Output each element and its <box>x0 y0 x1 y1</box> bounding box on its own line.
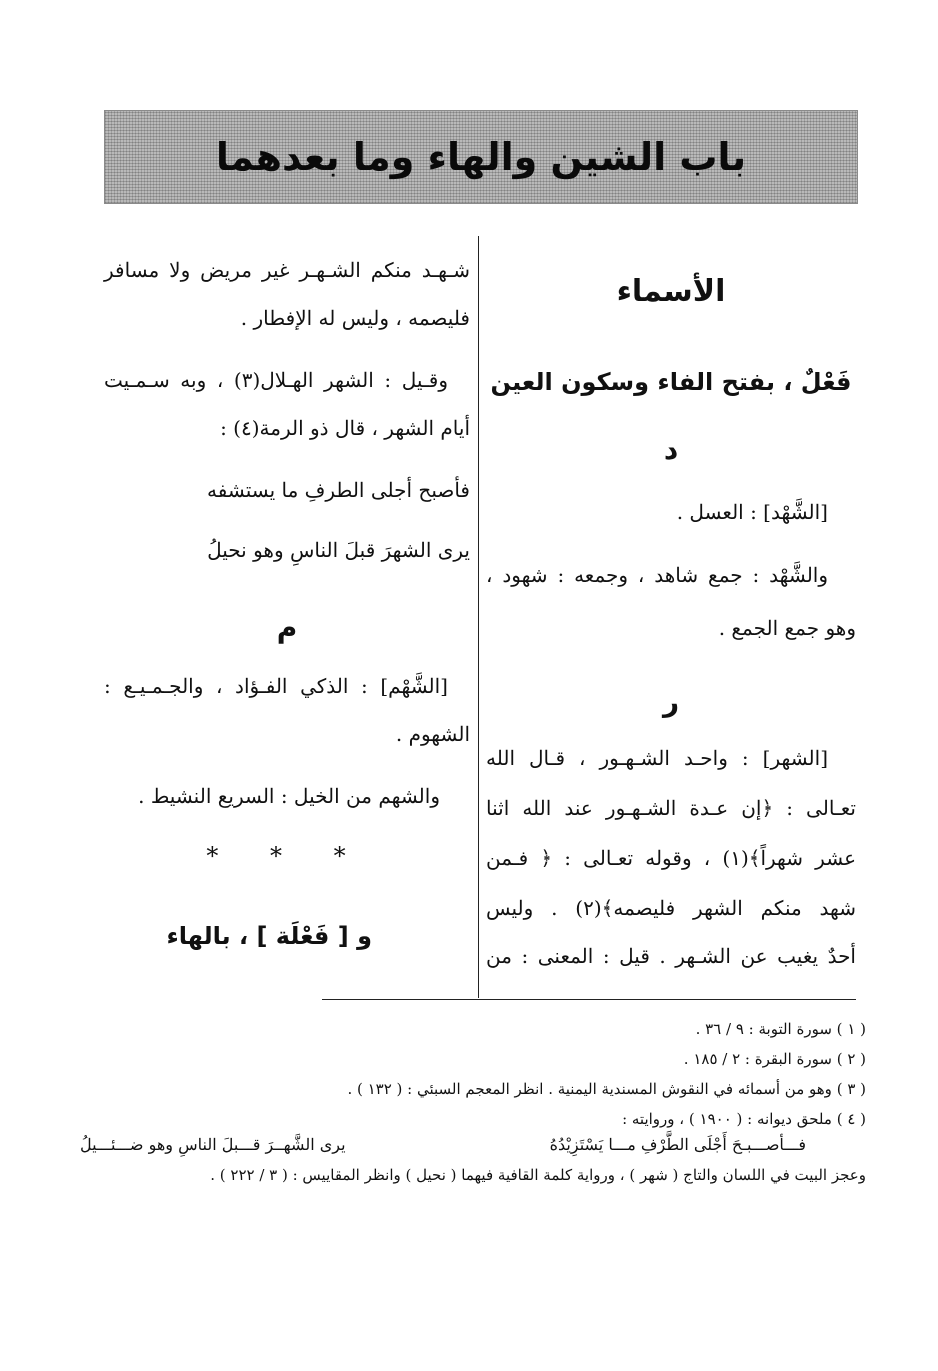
verse-second-hemistich: يرى الشَّهــرَ قـــبلَ الناسِ وهو ضـــئـــيلُ <box>80 1135 346 1154</box>
entry-line: أحدٌ يغيب عن الشـهر . قيل : المعنى : من <box>486 944 856 968</box>
entry-line: الشهوم . <box>395 722 470 746</box>
letter-heading-m: م <box>276 611 298 644</box>
section-heading: الأسماء <box>616 274 726 309</box>
verse-first-hemistich: فـــأصـــبـحَ أَجْلَى الطَّرْفِ مـــا يَسْتَزِيْدُهُ <box>549 1135 806 1154</box>
section-title: و [ فَعْلَة ] ، بالهاء <box>166 922 372 950</box>
entry-line: فليصمه ، وليس له الإفطار . <box>240 306 470 330</box>
footnote: وعجز البيت في اللسان والتاج ( شهر ) ، ورواية كلمة القافية فيهما ( نحيل ) وانظر المقاييس : ( ٣ / ٢٢٢ ) . <box>210 1166 866 1184</box>
right-column <box>486 236 856 996</box>
entry-line: أيام الشهر ، قال ذو الرمة(٤) : <box>220 416 470 440</box>
letter-heading-r: ر <box>662 685 680 718</box>
section-separator: * * * <box>206 842 368 870</box>
footnote-verse <box>80 1134 806 1156</box>
footnote: ( ٣ ) وهو من أسمائه في النقوش المسندية اليمنية . انظر المعجم السبئي : ( ١٣٢ ) . <box>347 1080 866 1098</box>
entry-line: وقـيل : الشهر الهـلال(٣) ، وبه سـمـيت <box>104 368 448 392</box>
entry-line: وهو جمع الجمع . <box>718 616 856 640</box>
footnote: ( ١ ) سورة التوبة : ٩ / ٣٦ . <box>695 1020 866 1038</box>
left-column <box>104 236 470 996</box>
entry-line: والشَّهْد : جمع شاهد ، وجمعه : شهود ، <box>486 563 828 587</box>
chapter-title: باب الشين والهاء وما بعدهما <box>215 135 747 179</box>
poem-line: فأصبح أجلى الطرفِ ما يستشفه <box>207 478 470 502</box>
entry-line: والشهم من الخيل : السريع النشيط . <box>138 784 440 808</box>
pattern-heading: فَعْلٌ ، بفتح الفاء وسكون العين <box>490 368 852 396</box>
poem-line: يرى الشهرَ قبلَ الناسِ وهو نحيلُ <box>207 538 470 562</box>
letter-heading-d: د <box>663 433 679 466</box>
entry-line: [الشَّهْد] : العسل . <box>676 500 828 524</box>
entry-line: شـهـد منكم الشـهـر غير مريض ولا مسافر <box>104 258 470 282</box>
footnote: ( ٤ ) ملحق ديوانه : ( ١٩٠٠ ) ، وروايته : <box>622 1110 866 1128</box>
entry-line: شهد منكم الشهر فليصمه﴾(٢) . وليس <box>486 896 856 920</box>
entry-line: [الشَّهْم] : الذكي الفـؤاد ، والجـمـيـع : <box>104 674 448 698</box>
entry-line: تعـالى : ﴿إن عـدة الشـهـور عند الله اثنا <box>486 796 856 820</box>
entry-line: [الشهر] : واحـد الشـهـور ، قـال الله <box>486 746 828 770</box>
footnote-rule <box>322 999 856 1000</box>
footnote: ( ٢ ) سورة البقرة : ٢ / ١٨٥ . <box>683 1050 866 1068</box>
chapter-banner <box>104 110 858 204</box>
entry-line: عشر شهراً﴾(١) ، وقوله تعـالى : ﴿ فـمن <box>486 846 856 870</box>
column-divider <box>478 236 479 998</box>
